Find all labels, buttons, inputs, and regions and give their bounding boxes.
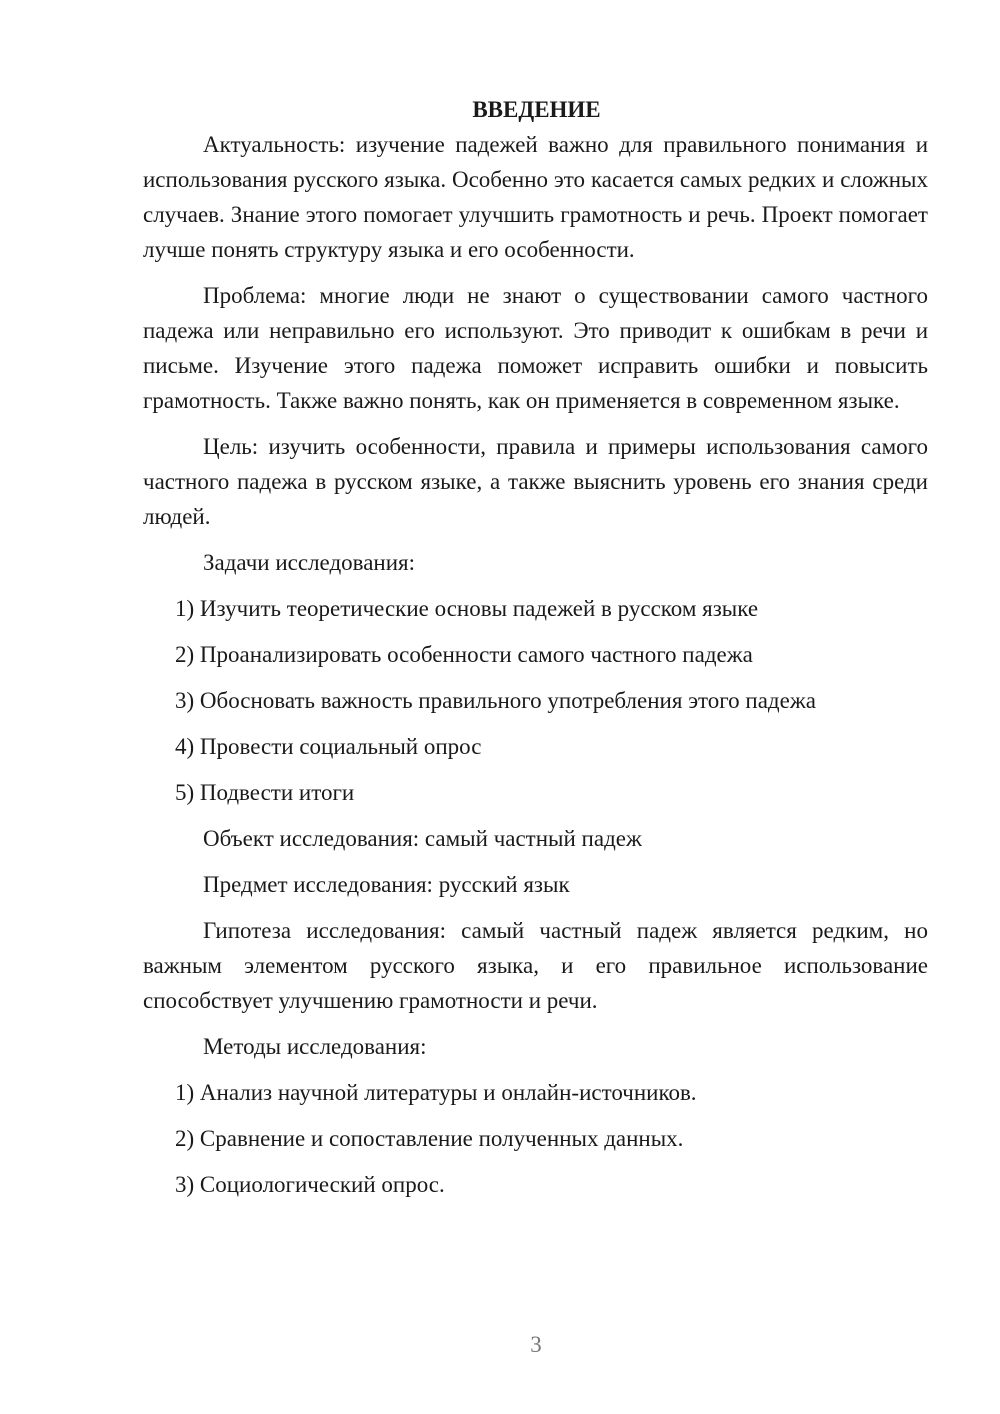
document-page [143,92,928,1213]
methods-heading: Методы исследования: [203,1034,427,1059]
task-item: 1) Изучить теоретические основы падежей в русском языке [175,596,759,621]
task-item: 2) Проанализировать особенности самого частного падежа [175,642,753,667]
task-item: 3) Обосновать важность правильного употребления этого падежа [175,688,816,713]
page-number: 3 [530,1332,542,1357]
relevance-paragraph: Актуальность: изучение падежей важно для правильного понимания и использования русского языка. Особенно это касается самых редких и сложных случаев. Знание этого помогает улучшить грамотность и речь. Проект помогает лучше понять структуру языка и его особенности. [143,132,928,262]
method-item: 2) Сравнение и сопоставление полученных данных. [175,1126,684,1151]
research-object: Объект исследования: самый частный падеж [203,826,642,851]
method-item: 3) Социологический опрос. [175,1172,445,1197]
problem-paragraph: Проблема: многие люди не знают о существовании самого частного падежа или неправильно его используют. Это приводит к ошибкам в речи и письме. Изучение этого падежа поможет исправить ошибки и повысить грамотность. Также важно понять, как он применяется в современном языке. [143,283,928,413]
goal-paragraph: Цель: изучить особенности, правила и примеры использования самого частного падежа в русском языке, а также выяснить уровень его знания среди людей. [143,434,928,529]
task-item: 5) Подвести итоги [175,780,355,805]
hypothesis-paragraph: Гипотеза исследования: самый частный падеж является редким, но важным элементом русского языка, и его правильное использование способствует улучшению грамотности и речи. [143,918,928,1013]
tasks-heading: Задачи исследования: [203,550,416,575]
section-title: ВВЕДЕНИЕ [472,97,601,122]
research-subject: Предмет исследования: русский язык [203,872,570,897]
method-item: 1) Анализ научной литературы и онлайн-источников. [175,1080,697,1105]
task-item: 4) Провести социальный опрос [175,734,482,759]
